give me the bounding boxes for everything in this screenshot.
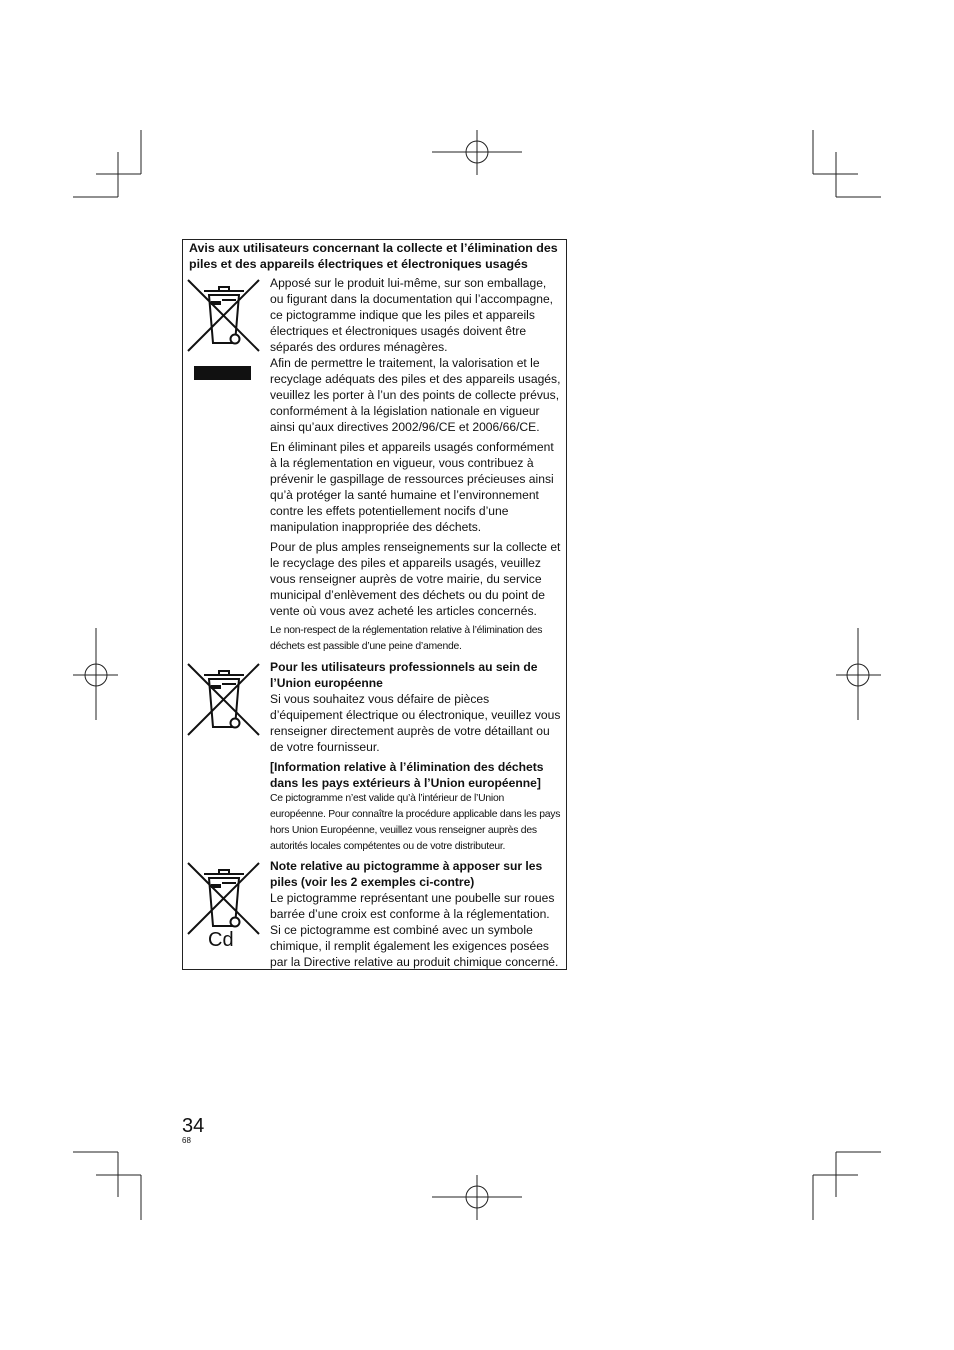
section-title: [Information relative à l’élimination des déchets dans les pays extérieurs à l’Union européenne] xyxy=(270,760,544,790)
paragraph: Le pictogramme représentant une poubelle sur roues barrée d’une croix est conforme à la réglementation. Si ce pictogramme est combiné avec un symbole chimique, il remplit également les exigences posées par la Directive relative au produit chimique concerné. xyxy=(270,891,559,969)
section-title: Pour les utilisateurs professionnels au sein de l’Union européenne xyxy=(270,660,538,690)
page-sub-number: 68 xyxy=(182,1136,191,1145)
paragraph: En éliminant piles et appareils usagés conformément à la réglementation en vigueur, vous contribuez à prévenir le gaspillage de ressources précieuses ainsi qu’à protéger la santé humaine et l’environnement contre les effets potentiellement nocifs d’une manipulation inappropriée des déchets. xyxy=(270,440,554,534)
paragraph: Apposé sur le produit lui-même, sur son emballage, ou figurant dans la documentation qui l’accompagne, ce pictogramme indique que les piles et appareils électriques et électroniques usagés doivent être séparés des ordures ménagères. xyxy=(270,276,554,354)
section-general xyxy=(270,275,562,655)
section-battery-note xyxy=(270,858,562,970)
notice-heading: Avis aux utilisateurs concernant la collecte et l’élimination des piles et des appareils électriques et électroniques usagés xyxy=(189,241,558,271)
crossed-out-wheelie-bin-icon xyxy=(187,860,261,938)
paragraph: Si vous souhaitez vous défaire de pièces d’équipement électrique ou électronique, veuillez vous renseigner directement auprès de votre détaillant ou de votre fournisseur. xyxy=(270,692,561,754)
paragraph: Afin de permettre le traitement, la valorisation et le recyclage adéquats des piles et des appareils usagés, veuillez les porter à l’un des points de collecte prévus, conformément à la législation nationale en vigueur ainsi qu’aux directives 2002/96/CE et 2006/66/CE. xyxy=(270,356,561,434)
page-number: 34 xyxy=(182,1115,205,1137)
section-professional xyxy=(270,659,562,855)
paragraph: Ce pictogramme n’est valide qu’à l’intérieur de l’Union européenne. Pour connaître la procédure applicable dans les pays hors Union Européenne, veuillez vous renseigner auprès des autorités locales compétentes ou de votre distributeur. xyxy=(270,793,561,852)
paragraph: Pour de plus amples renseignements sur la collecte et le recyclage des piles et appareils usagés, veuillez vous renseigner auprès de votre mairie, du service municipal d’enlèvement des déchets ou du point de vente où vous avez acheté les articles concernés. xyxy=(270,540,561,618)
chemical-symbol: Cd xyxy=(208,929,234,951)
crossed-out-wheelie-bin-icon xyxy=(187,277,261,355)
weee-notice-box xyxy=(182,239,567,970)
black-bar xyxy=(194,366,251,380)
fine-notice: Le non-respect de la réglementation relative à l’élimination des déchets est passible d’une peine d’amende. xyxy=(270,625,543,652)
section-title: Note relative au pictogramme à apposer sur les piles (voir les 2 exemples ci-contre) xyxy=(270,859,543,889)
crossed-out-wheelie-bin-icon xyxy=(187,661,261,739)
